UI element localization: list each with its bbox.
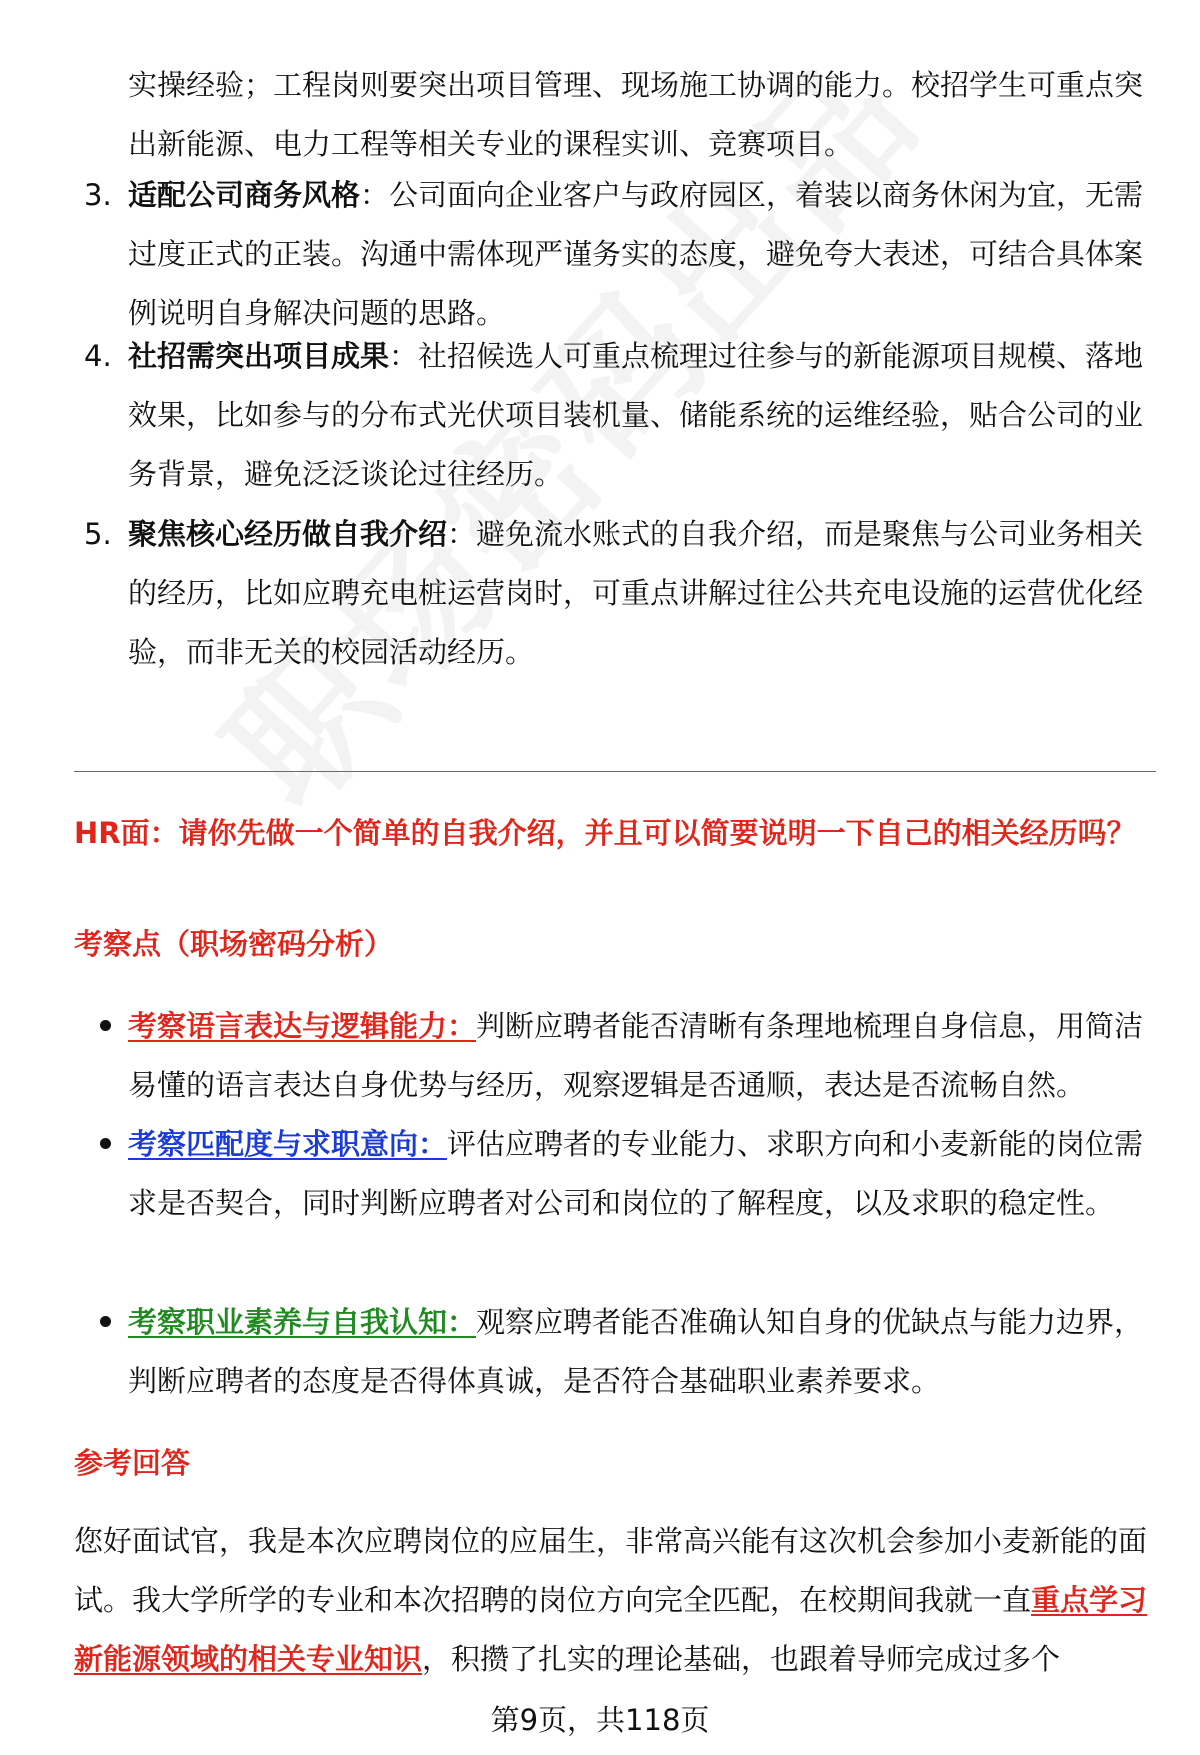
assess-item-text: 评估应聘者的专业能力、求职方向和小麦新能的岗位需求是否契合，同时判断应聘者对公司和岗位的了解程度，以及求职的稳定性。	[128, 1127, 1144, 1220]
bullet-icon	[84, 1115, 128, 1293]
assess-item-text: 观察应聘者能否准确认知自身的优缺点与能力边界，判断应聘者的态度是否得体真诚，是否符合基础职业素养要求。	[128, 1305, 1144, 1398]
list-item	[84, 327, 1148, 505]
assess-item	[84, 1293, 1148, 1411]
list-item-body	[128, 327, 1148, 505]
list-number: 3.	[84, 178, 112, 212]
assess-list	[84, 997, 1148, 1411]
page-number: 第9页，共118页	[490, 1703, 710, 1737]
list-item-title: 聚焦核心经历做自我介绍	[128, 517, 448, 551]
list-number: 4.	[84, 339, 112, 373]
list-item-title: 适配公司商务风格	[128, 178, 361, 212]
answer-heading: 参考回答	[74, 1446, 191, 1480]
assess-item-text: 判断应聘者能否清晰有条理地梳理自身信息，用简洁易懂的语言表达自身优势与经历，观察逻辑是否通顺，表达是否流畅自然。	[128, 1009, 1144, 1102]
assess-item-tag: 考察语言表达与逻辑能力：	[128, 1009, 477, 1043]
list-item-continuation: 实操经验；工程岗则要突出项目管理、现场施工协调的能力。校招学生可重点突出新能源、电力工程等相关专业的课程实训、竞赛项目。	[128, 68, 1144, 161]
answer-paragraph	[74, 1512, 1158, 1689]
assess-item-tag: 考察职业素养与自我认知：	[128, 1305, 477, 1339]
assess-item	[84, 997, 1148, 1115]
numbered-list	[84, 166, 1148, 683]
assess-item	[84, 1115, 1148, 1293]
list-item-text: ：避免流水账式的自我介绍，而是聚焦与公司业务相关的经历，比如应聘充电桩运营岗时，可重点讲解过往公共充电设施的运营优化经验，而非无关的校园活动经历。	[128, 517, 1144, 669]
list-item-text: ：公司面向企业客户与政府园区，着装以商务休闲为宜，无需过度正式的正装。沟通中需体现严谨务实的态度，避免夸大表述，可结合具体案例说明自身解决问题的思路。	[128, 178, 1144, 330]
list-item	[84, 166, 1148, 330]
answer-highlight: 重点学习新能源领域的相关专业知识	[74, 1583, 1148, 1676]
list-item-title: 社招需突出项目成果	[128, 339, 390, 373]
list-item-body	[128, 505, 1148, 683]
bullet-icon	[84, 1293, 128, 1411]
answer-text-after: ，积攒了扎实的理论基础，也跟着导师完成过多个	[422, 1642, 1061, 1676]
list-number: 5.	[84, 517, 112, 551]
assess-item-tag: 考察匹配度与求职意向：	[128, 1127, 448, 1161]
divider	[74, 771, 1156, 772]
bullet-icon	[84, 997, 128, 1115]
assess-item-body	[128, 997, 1148, 1115]
list-item-text: ：社招候选人可重点梳理过往参与的新能源项目规模、落地效果，比如参与的分布式光伏项目装机量、储能系统的运维经验，贴合公司的业务背景，避免泛泛谈论过往经历。	[128, 339, 1144, 491]
assess-item-body	[128, 1293, 1148, 1411]
question-title: HR面：请你先做一个简单的自我介绍，并且可以简要说明一下自己的相关经历吗？	[74, 816, 1136, 850]
answer-text-before: 您好面试官，我是本次应聘岗位的应届生，非常高兴能有这次机会参加小麦新能的面试。我大学所学的专业和本次招聘的岗位方向完全匹配，在校期间我就一直	[74, 1524, 1148, 1617]
list-item	[84, 505, 1148, 683]
list-item-body	[128, 166, 1148, 330]
assess-heading: 考察点（职场密码分析）	[74, 927, 394, 961]
assess-item-body	[128, 1115, 1148, 1293]
